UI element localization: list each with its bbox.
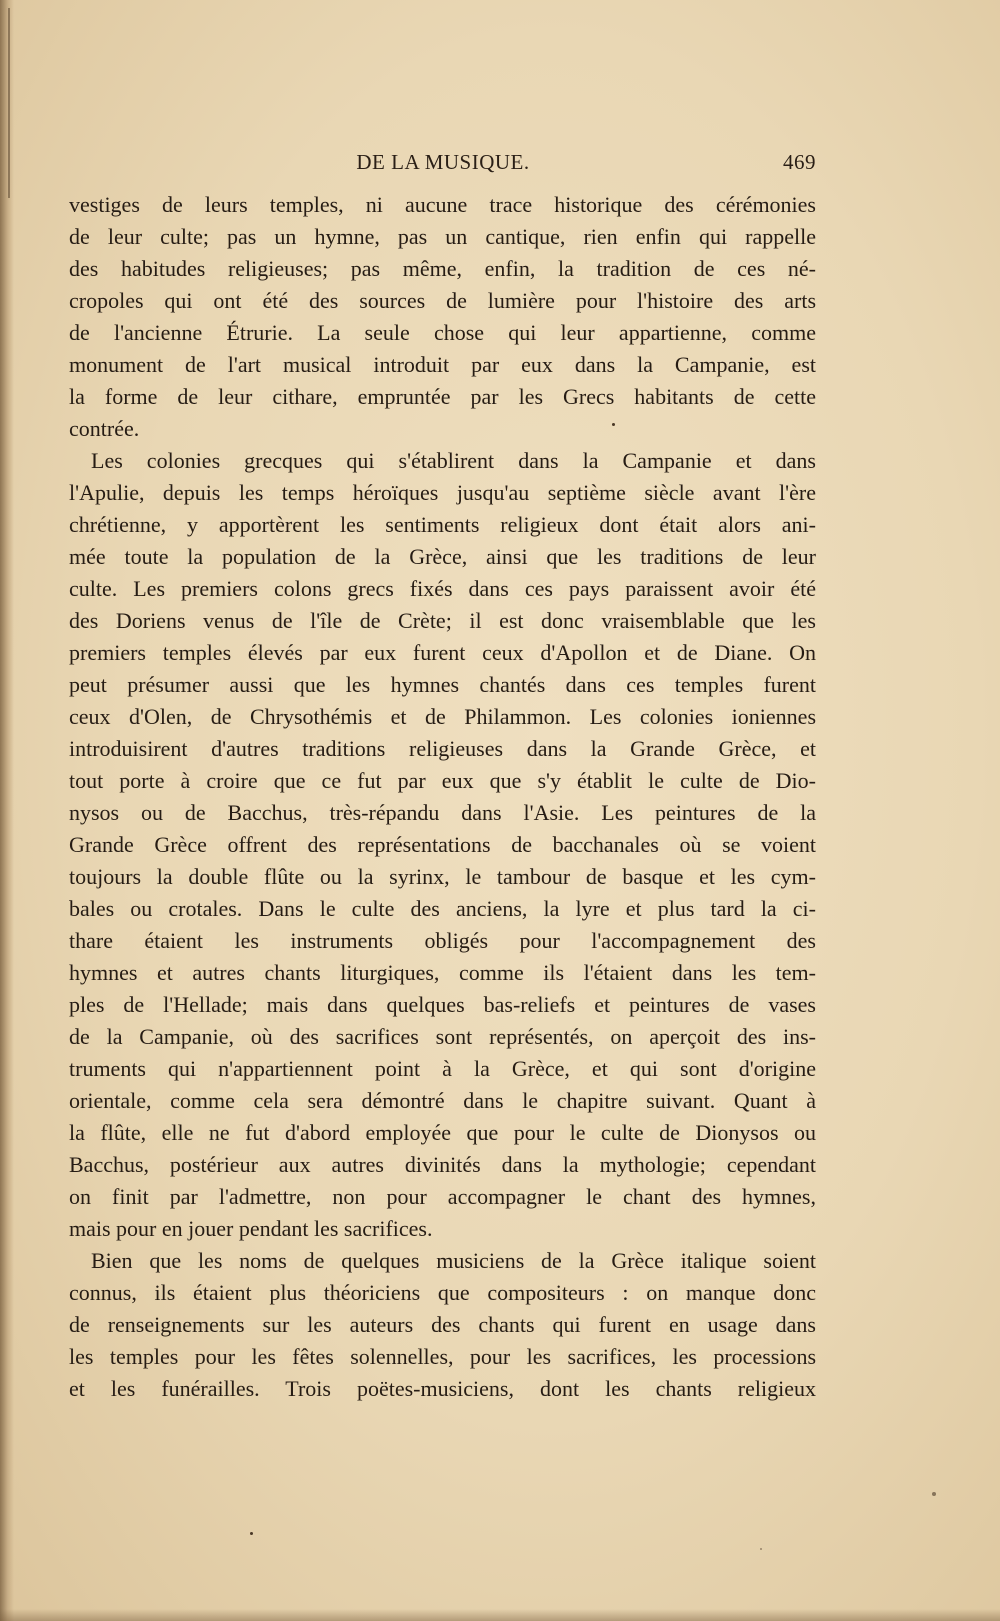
paper-speck: [250, 1532, 253, 1535]
text-line: les temples pour les fêtes solennelles, pour les sacrifices, les processions: [69, 1344, 816, 1369]
text-line: vestiges de leurs temples, ni aucune trace historique des cérémonies: [69, 192, 816, 217]
text-line: de renseignements sur les auteurs des chants qui furent en usage dans: [69, 1312, 816, 1337]
text-line: de leur culte; pas un hymne, pas un cantique, rien enfin qui rappelle: [69, 224, 816, 249]
spine-shadow: [0, 0, 14, 1621]
paper-speck: [612, 423, 615, 426]
body-text: [69, 189, 816, 1405]
paper-speck: [760, 1548, 762, 1550]
page-number: 469: [783, 150, 816, 174]
text-line: de l'ancienne Étrurie. La seule chose qui leur appartienne, comme: [69, 320, 816, 345]
text-line: de la Campanie, où des sacrifices sont représentés, on aperçoit des ins-: [69, 1024, 816, 1049]
text-line: et les funérailles. Trois poëtes-musiciens, dont les chants religieux: [69, 1376, 816, 1401]
text-line: bales ou crotales. Dans le culte des anciens, la lyre et plus tard la ci-: [69, 896, 816, 921]
text-line: tout porte à croire que ce fut par eux que s'y établit le culte de Dio-: [69, 768, 816, 793]
text-line: Bien que les noms de quelques musiciens de la Grèce italique soient: [91, 1248, 816, 1273]
text-line: culte. Les premiers colons grecs fixés dans ces pays paraissent avoir été: [69, 576, 816, 601]
text-line: hymnes et autres chants liturgiques, comme ils l'étaient dans les tem-: [69, 960, 816, 985]
text-line: truments qui n'appartiennent point à la Grèce, et qui sont d'origine: [69, 1056, 816, 1081]
text-line: thare étaient les instruments obligés pour l'accompagnement des: [69, 928, 816, 953]
text-line: ples de l'Hellade; mais dans quelques bas-reliefs et peintures de vases: [69, 992, 816, 1017]
text-line: monument de l'art musical introduit par eux dans la Campanie, est: [69, 352, 816, 377]
text-line: mée toute la population de la Grèce, ainsi que les traditions de leur: [69, 544, 816, 569]
spine-edge: [8, 8, 10, 198]
running-title: DE LA MUSIQUE.: [356, 150, 530, 174]
text-line: l'Apulie, depuis les temps héroïques jusqu'au septième siècle avant l'ère: [69, 480, 816, 505]
text-line: on finit par l'admettre, non pour accompagner le chant des hymnes,: [69, 1184, 816, 1209]
text-line: des habitudes religieuses; pas même, enfin, la tradition de ces né-: [69, 256, 816, 281]
text-line: cropoles qui ont été des sources de lumière pour l'histoire des arts: [69, 288, 816, 313]
text-line: Grande Grèce offrent des représentations de bacchanales où se voient: [69, 832, 816, 857]
text-line: chrétienne, y apportèrent les sentiments religieux dont était alors ani-: [69, 512, 816, 537]
text-line: nysos ou de Bacchus, très-répandu dans l'Asie. Les peintures de la: [69, 800, 816, 825]
text-line: toujours la double flûte ou la syrinx, le tambour de basque et les cym-: [69, 864, 816, 889]
page-bottom-shadow: [0, 1609, 1000, 1621]
paper-speck: [932, 1492, 936, 1496]
text-line: Bacchus, postérieur aux autres divinités dans la mythologie; cependant: [69, 1152, 816, 1177]
running-head: [70, 150, 816, 180]
text-line: introduisirent d'autres traditions religieuses dans la Grande Grèce, et: [69, 736, 816, 761]
text-line: connus, ils étaient plus théoriciens que compositeurs : on manque donc: [69, 1280, 816, 1305]
text-line: Les colonies grecques qui s'établirent dans la Campanie et dans: [91, 448, 816, 473]
text-line: mais pour en jouer pendant les sacrifices.: [69, 1216, 433, 1241]
text-line: ceux d'Olen, de Chrysothémis et de Philammon. Les colonies ioniennes: [69, 704, 816, 729]
text-line: la flûte, elle ne fut d'abord employée que pour le culte de Dionysos ou: [69, 1120, 816, 1145]
text-line: contrée.: [69, 416, 140, 441]
text-line: orientale, comme cela sera démontré dans le chapitre suivant. Quant à: [69, 1088, 816, 1113]
text-line: peut présumer aussi que les hymnes chantés dans ces temples furent: [69, 672, 816, 697]
text-line: des Doriens venus de l'île de Crète; il est donc vraisemblable que les: [69, 608, 816, 633]
text-line: premiers temples élevés par eux furent ceux d'Apollon et de Diane. On: [69, 640, 816, 665]
text-line: la forme de leur cithare, empruntée par les Grecs habitants de cette: [69, 384, 816, 409]
